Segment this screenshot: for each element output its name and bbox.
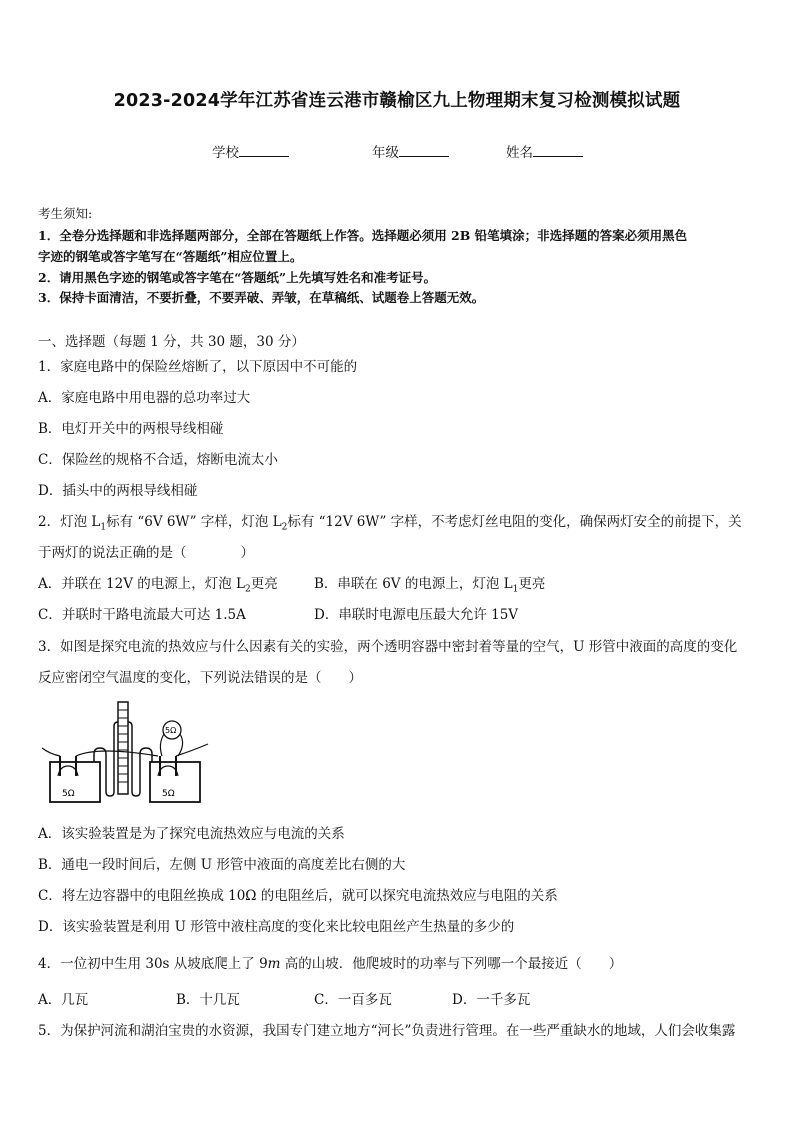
q2-stem: 2．灯泡 $L_1$标有 “6V 6W” 字样，灯泡 $L_2$标有 “12V 6W” 字样，不考虑灯丝电阻的变化，确保两灯安全的前提下，关 <box>38 514 742 533</box>
q2-stem-line2: 于两灯的说法正确的是（ ） <box>38 545 254 561</box>
school-blank[interactable] <box>239 144 289 157</box>
section-heading: 一、选择题（每题 1 分，共 30 题，30 分） <box>38 334 305 350</box>
notice-item: 2．请用黑色字迹的钢笔或答字笔在“答题纸”上先填写姓名和准考证号。 <box>38 270 437 285</box>
q3-stem: 3．如图是探究电流的热效应与什么因素有关的实验，两个透明容器中密封着等量的空气，U 形管中液面的高度的变化 <box>38 639 738 655</box>
right-resistor-label: 5Ω <box>162 789 175 799</box>
q2-option-c[interactable]: C．并联时干路电流最大可达 1.5A <box>38 607 246 623</box>
q3-option-c[interactable]: C．将左边容器中的电阻丝换成 10Ω 的电阻丝后，就可以探究电流热效应与电阻的关系 <box>38 888 558 904</box>
grade-field[interactable] <box>372 141 449 161</box>
notice-item: 3．保持卡面清洁，不要折叠，不要弄破、弄皱，在草稿纸、试题卷上答题无效。 <box>38 290 485 305</box>
school-field[interactable] <box>212 141 289 161</box>
q4-option-a[interactable]: A．几瓦 <box>38 992 89 1008</box>
q4-stem: 4．一位初中生用 30s 从坡底爬上了 9m 高的山坡．他爬坡时的功率与下列哪一个最接近（ ） <box>38 956 623 972</box>
q1-option-b[interactable]: B．电灯开关中的两根导线相碰 <box>38 421 224 437</box>
q3-option-d[interactable]: D．该实验装置是利用 U 形管中液柱高度的变化来比较电阻丝产生热量的多少的 <box>38 919 515 935</box>
q4-option-c[interactable]: C．一百多瓦 <box>314 992 392 1008</box>
grade-blank[interactable] <box>399 144 449 157</box>
q3-option-b[interactable]: B．通电一段时间后，左侧 U 形管中液面的高度差比右侧的大 <box>38 857 406 873</box>
notice-item: 字迹的钢笔或答字笔写在“答题纸”相应位置上。 <box>38 249 303 264</box>
q5-stem: 5．为保护河流和湖泊宝贵的水资源，我国专门建立地方“河长”负责进行管理。在一些严重缺水的地域，人们会收集露 <box>38 1023 736 1039</box>
q2-option-d[interactable]: D．串联时电源电压最大允许 15V <box>314 607 519 623</box>
notice-heading: 考生须知: <box>38 206 93 221</box>
left-resistor-label: 5Ω <box>62 789 75 799</box>
page-title: 2023-2024学年江苏省连云港市赣榆区九上物理期末复习检测模拟试题 <box>113 91 681 111</box>
q3-option-a[interactable]: A．该实验装置是为了探究电流热效应与电流的关系 <box>38 826 345 842</box>
q4-option-d[interactable]: D．一千多瓦 <box>452 992 531 1008</box>
q1-stem: 1．家庭电路中的保险丝熔断了，以下原因中不可能的 <box>38 359 358 375</box>
q2-option-b[interactable]: B．串联在 6V 的电源上，灯泡 $L_1$更亮 <box>314 576 546 595</box>
school-label: 学校 <box>212 145 239 161</box>
q4-option-b[interactable]: B．十几瓦 <box>176 992 240 1008</box>
right-u-tube <box>128 722 152 796</box>
q2-option-a[interactable]: A．并联在 12V 的电源上，灯泡 $L_2$更亮 <box>38 576 278 595</box>
name-blank[interactable] <box>533 144 583 157</box>
top-resistor-label: 5Ω <box>165 726 177 735</box>
name-label: 姓名 <box>506 145 533 161</box>
grade-label: 年级 <box>372 145 399 161</box>
q3-apparatus-figure <box>38 696 218 808</box>
notice-item: 1．全卷分选择题和非选择题两部分，全部在答题纸上作答。选择题必须用 2B 铅笔填涂；非选择题的答案必须用黑色 <box>38 228 688 243</box>
q1-option-a[interactable]: A．家庭电路中用电器的总功率过大 <box>38 390 251 406</box>
name-field[interactable] <box>506 141 583 161</box>
q1-option-d[interactable]: D．插头中的两根导线相碰 <box>38 483 198 499</box>
left-u-tube <box>94 722 118 796</box>
u-tube-scale <box>118 702 128 794</box>
q3-stem-line2: 反应密闭空气温度的变化，下列说法错误的是（ ） <box>38 670 362 686</box>
q1-option-c[interactable]: C．保险丝的规格不合适，熔断电流太小 <box>38 452 278 468</box>
